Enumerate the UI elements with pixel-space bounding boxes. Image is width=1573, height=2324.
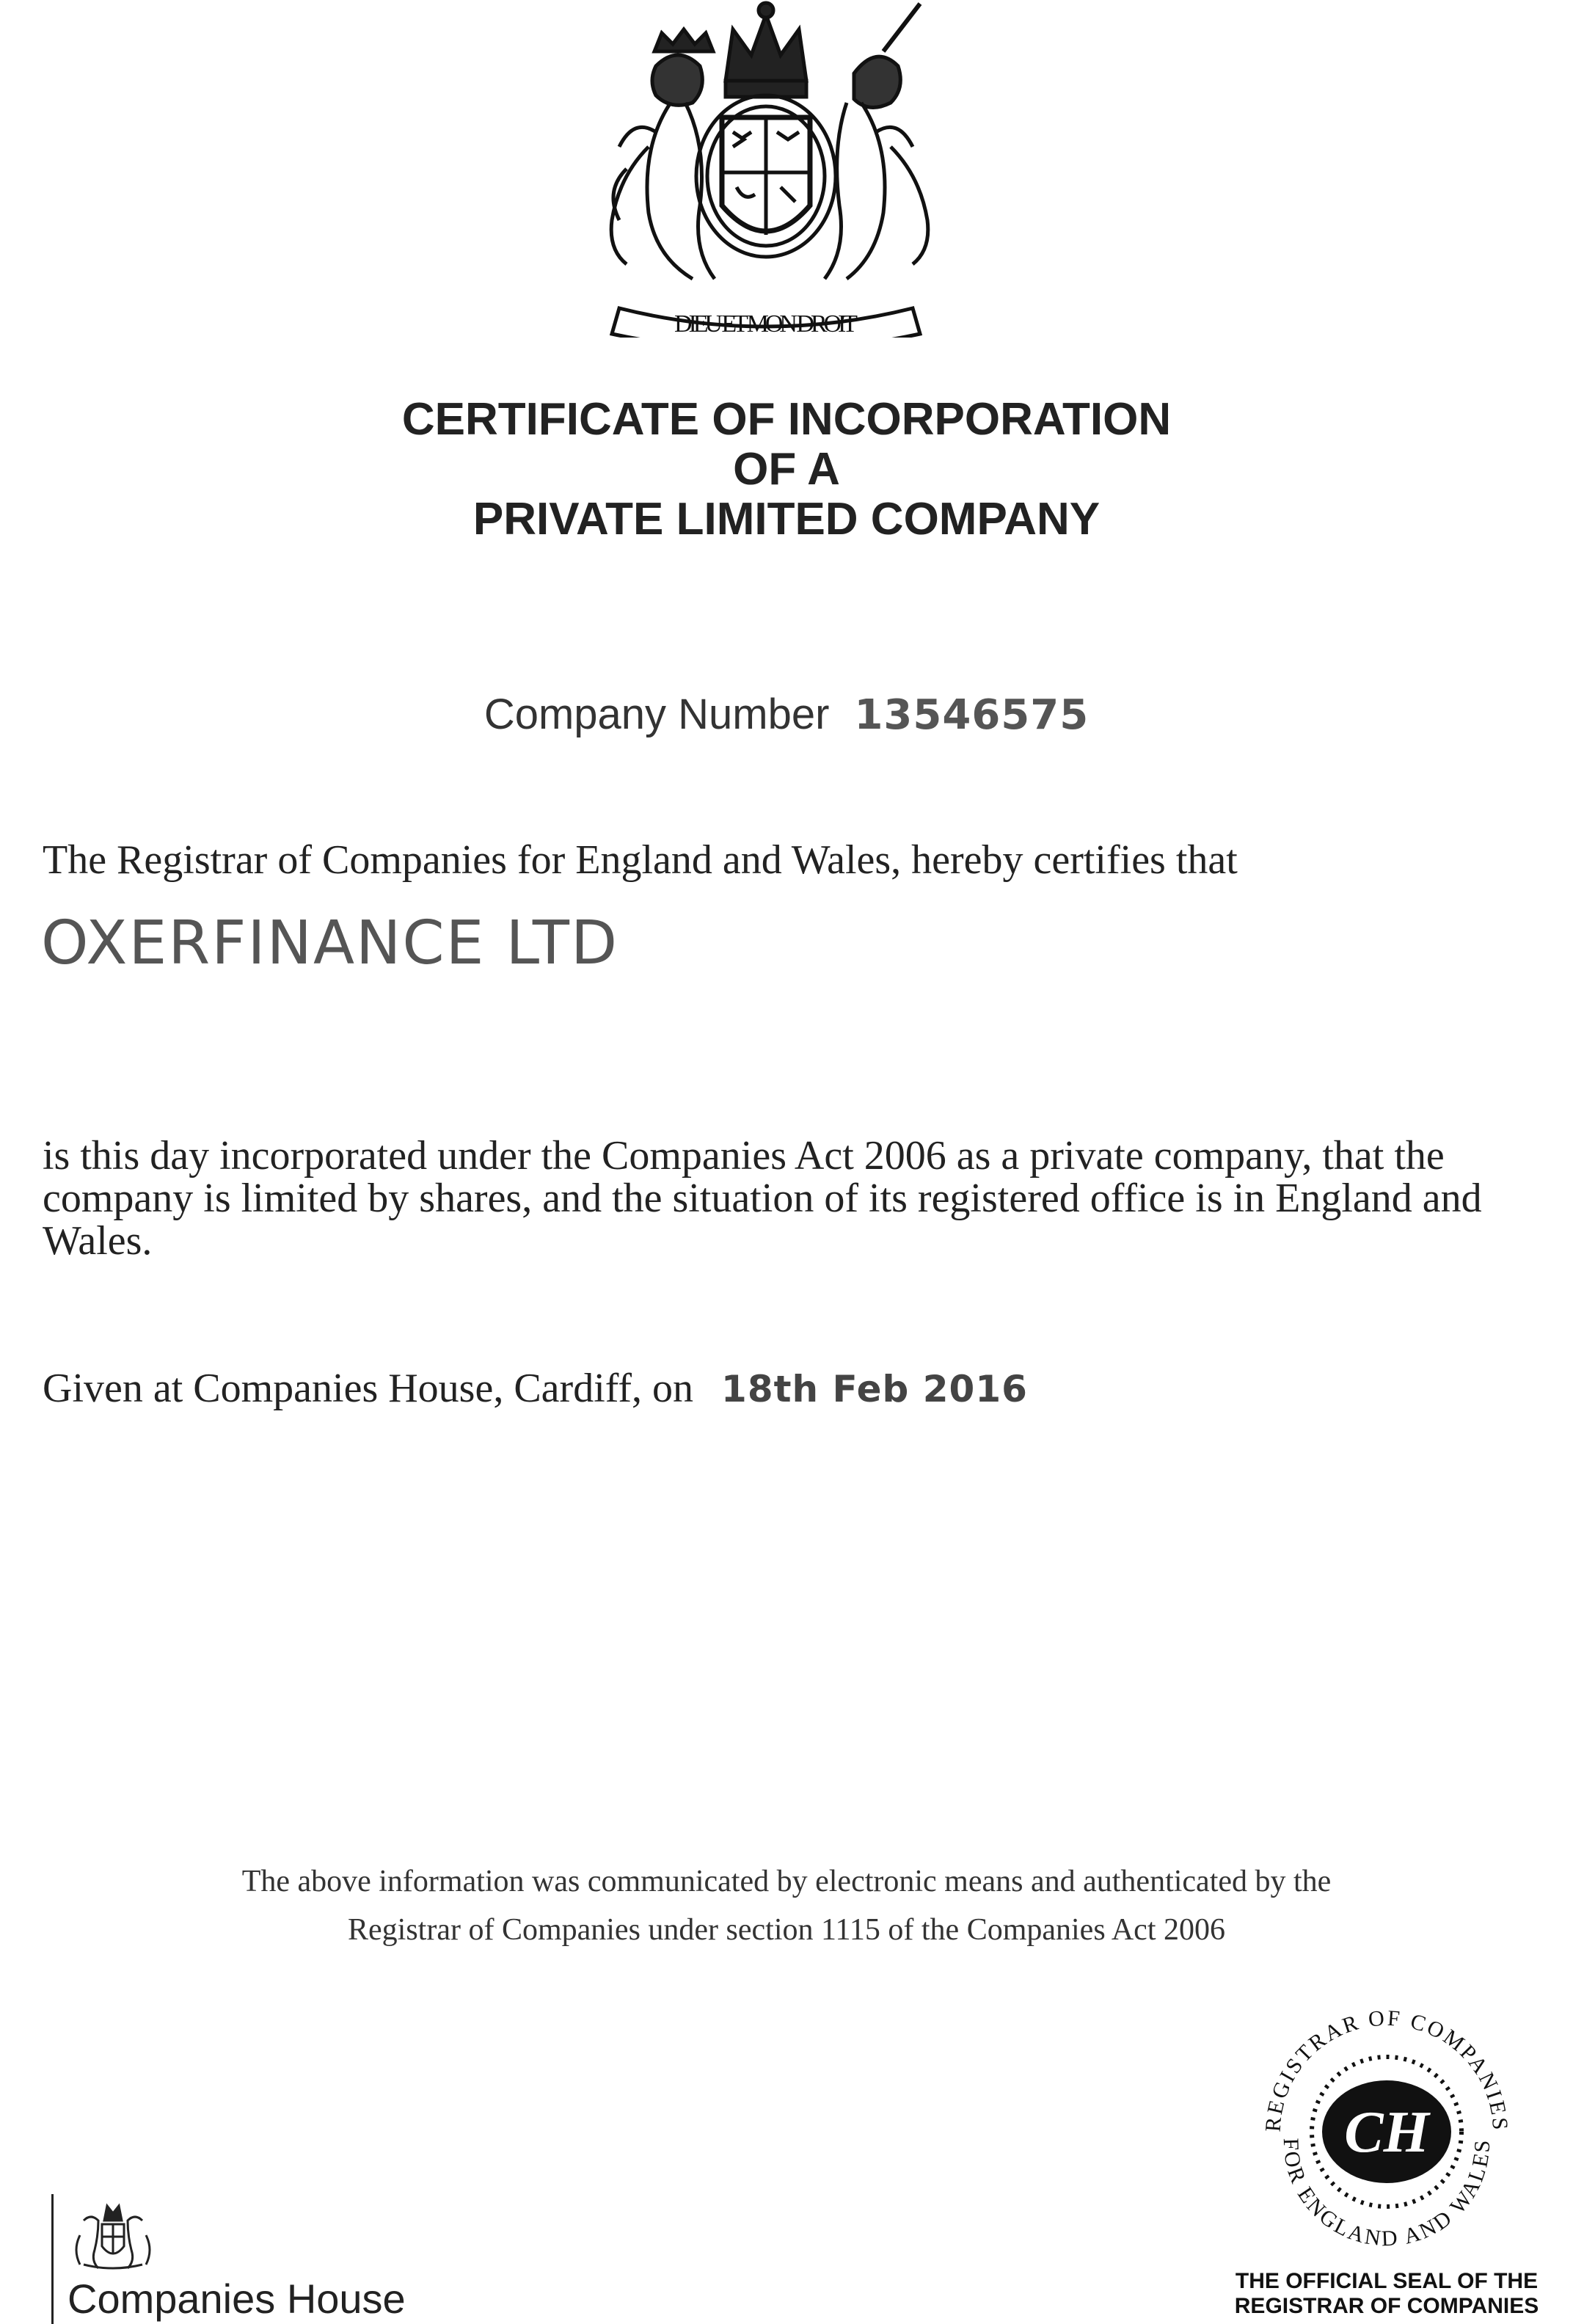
certifies-text: The Registrar of Companies for England and Wales, hereby certifies that: [43, 837, 1238, 883]
given-at-label: Given at Companies House, Cardiff, on: [43, 1366, 694, 1411]
incorporation-statement: is this day incorporated under the Companies Act 2006 as a private company, that the company is limited by shares, and the situation of its registered office is in England and Wales.: [43, 1133, 1482, 1264]
seal-text-bottom: FOR ENGLAND AND WALES: [1278, 2138, 1495, 2251]
seal-text-top: REGISTRAR OF COMPANIES: [1260, 2006, 1513, 2133]
certificate-title-of-a: OF A: [733, 444, 840, 495]
given-at-row: [43, 1365, 1028, 1412]
royal-coat-of-arms: [575, 0, 957, 338]
certificate-title: CERTIFICATE OF INCORPORATION: [401, 394, 1172, 445]
company-number-row: [0, 690, 1573, 739]
companies-house-crest-icon: [69, 2199, 157, 2270]
companies-house-logo-text: Companies House: [67, 2276, 406, 2322]
seal-caption-line-1: THE OFFICIAL SEAL OF THE: [1235, 2269, 1539, 2293]
logo-divider: [51, 2194, 54, 2324]
crest-motto-left: DIEU ET MON DROIT: [674, 310, 858, 338]
seal-caption: [1203, 2269, 1570, 2319]
authentication-note-line-1: The above information was communicated by electronic means and authenticated by the: [241, 1865, 1332, 1898]
registrar-official-seal: [1247, 1996, 1526, 2267]
company-number-value: 13546575: [854, 691, 1090, 739]
incorporation-date: 18th Feb 2016: [721, 1368, 1028, 1410]
company-number-label: Company Number: [483, 691, 830, 738]
certificate-subtitle: PRIVATE LIMITED COMPANY: [472, 494, 1101, 544]
seal-caption-line-2: REGISTRAR OF COMPANIES: [1234, 2294, 1539, 2318]
company-name: OXERFINANCE LTD: [41, 908, 619, 978]
seal-monogram: CH: [1344, 2100, 1429, 2165]
authentication-note-line-2: Registrar of Companies under section 1115 of the Companies Act 2006: [348, 1913, 1225, 1947]
